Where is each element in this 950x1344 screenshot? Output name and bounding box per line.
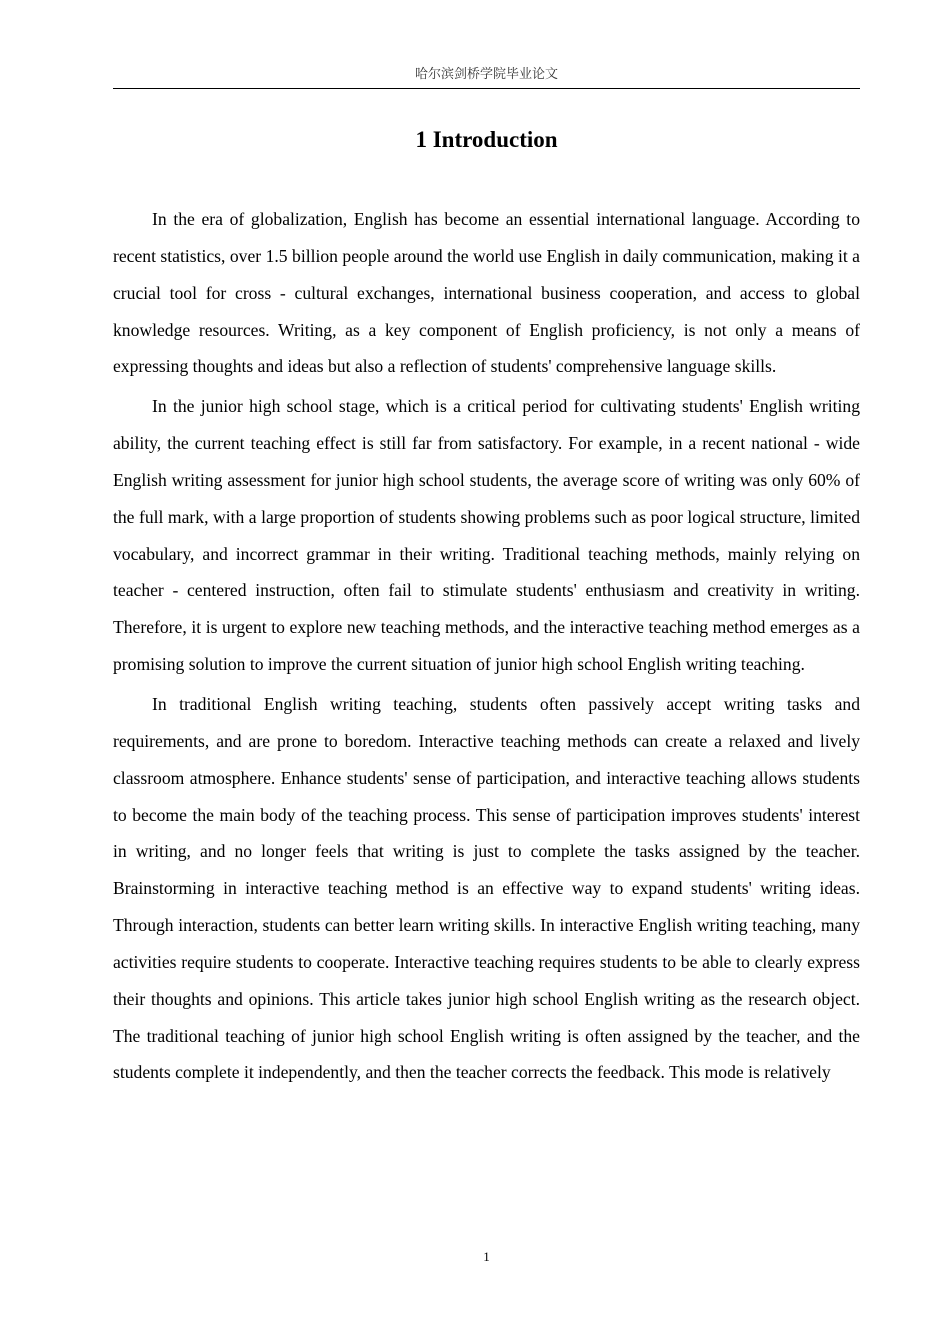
body-text — [113, 201, 860, 1094]
paragraph: In traditional English writing teaching, students often passively accept writing tasks and requirements, and are prone to boredom. Interactive teaching methods can create a relaxed and lively classroom atmosphere. Enhance students' sense of participation, and interactive teaching allows students to become the main body of the teaching process. This sense of participation improves students' interest in writing, and no longer feels that writing is just to complete the tasks assigned by the teacher. Brainstorming in interactive teaching method is an effective way to expand students' writing ideas. Through interaction, students can better learn writing skills. In interactive English writing teaching, many activities require students to cooperate. Interactive teaching requires students to be able to clearly express their thoughts and opinions. This article takes junior high school English writing as the research object. The traditional teaching of junior high school English writing is often assigned by the teacher, and the students complete it independently, and then the teacher corrects the feedback. This mode is relatively — [113, 693, 860, 1083]
header-divider — [113, 88, 860, 89]
page-number: 1 — [483, 1249, 490, 1264]
paragraph: In the junior high school stage, which is a critical period for cultivating students' English writing ability, the current teaching effect is still far from satisfactory. For example, in a recent national - wide English writing assessment for junior high school students, the average score of writing was only 60% of the full mark, with a large proportion of students showing problems such as poor logical structure, limited vocabulary, and incorrect grammar in their writing. Traditional teaching methods, mainly relying on teacher - centered instruction, often fail to stimulate students' enthusiasm and creativity in writing. Therefore, it is urgent to explore new teaching methods, and the interactive teaching method emerges as a promising solution to improve the current situation of junior high school English writing teaching. — [113, 396, 860, 675]
running-header: 哈尔滨剑桥学院毕业论文 — [414, 67, 558, 82]
paragraph: In the era of globalization, English has become an essential international language. According to recent statistics, over 1.5 billion people around the world use English in daily communication, making it a crucial tool for cross - cultural exchanges, international business cooperation, and access to global knowledge resources. Writing, as a key component of English proficiency, is not only a means of expressing thoughts and ideas but also a reflection of students' comprehensive language skills. — [113, 209, 860, 377]
chapter-title: 1 Introduction — [415, 127, 558, 152]
